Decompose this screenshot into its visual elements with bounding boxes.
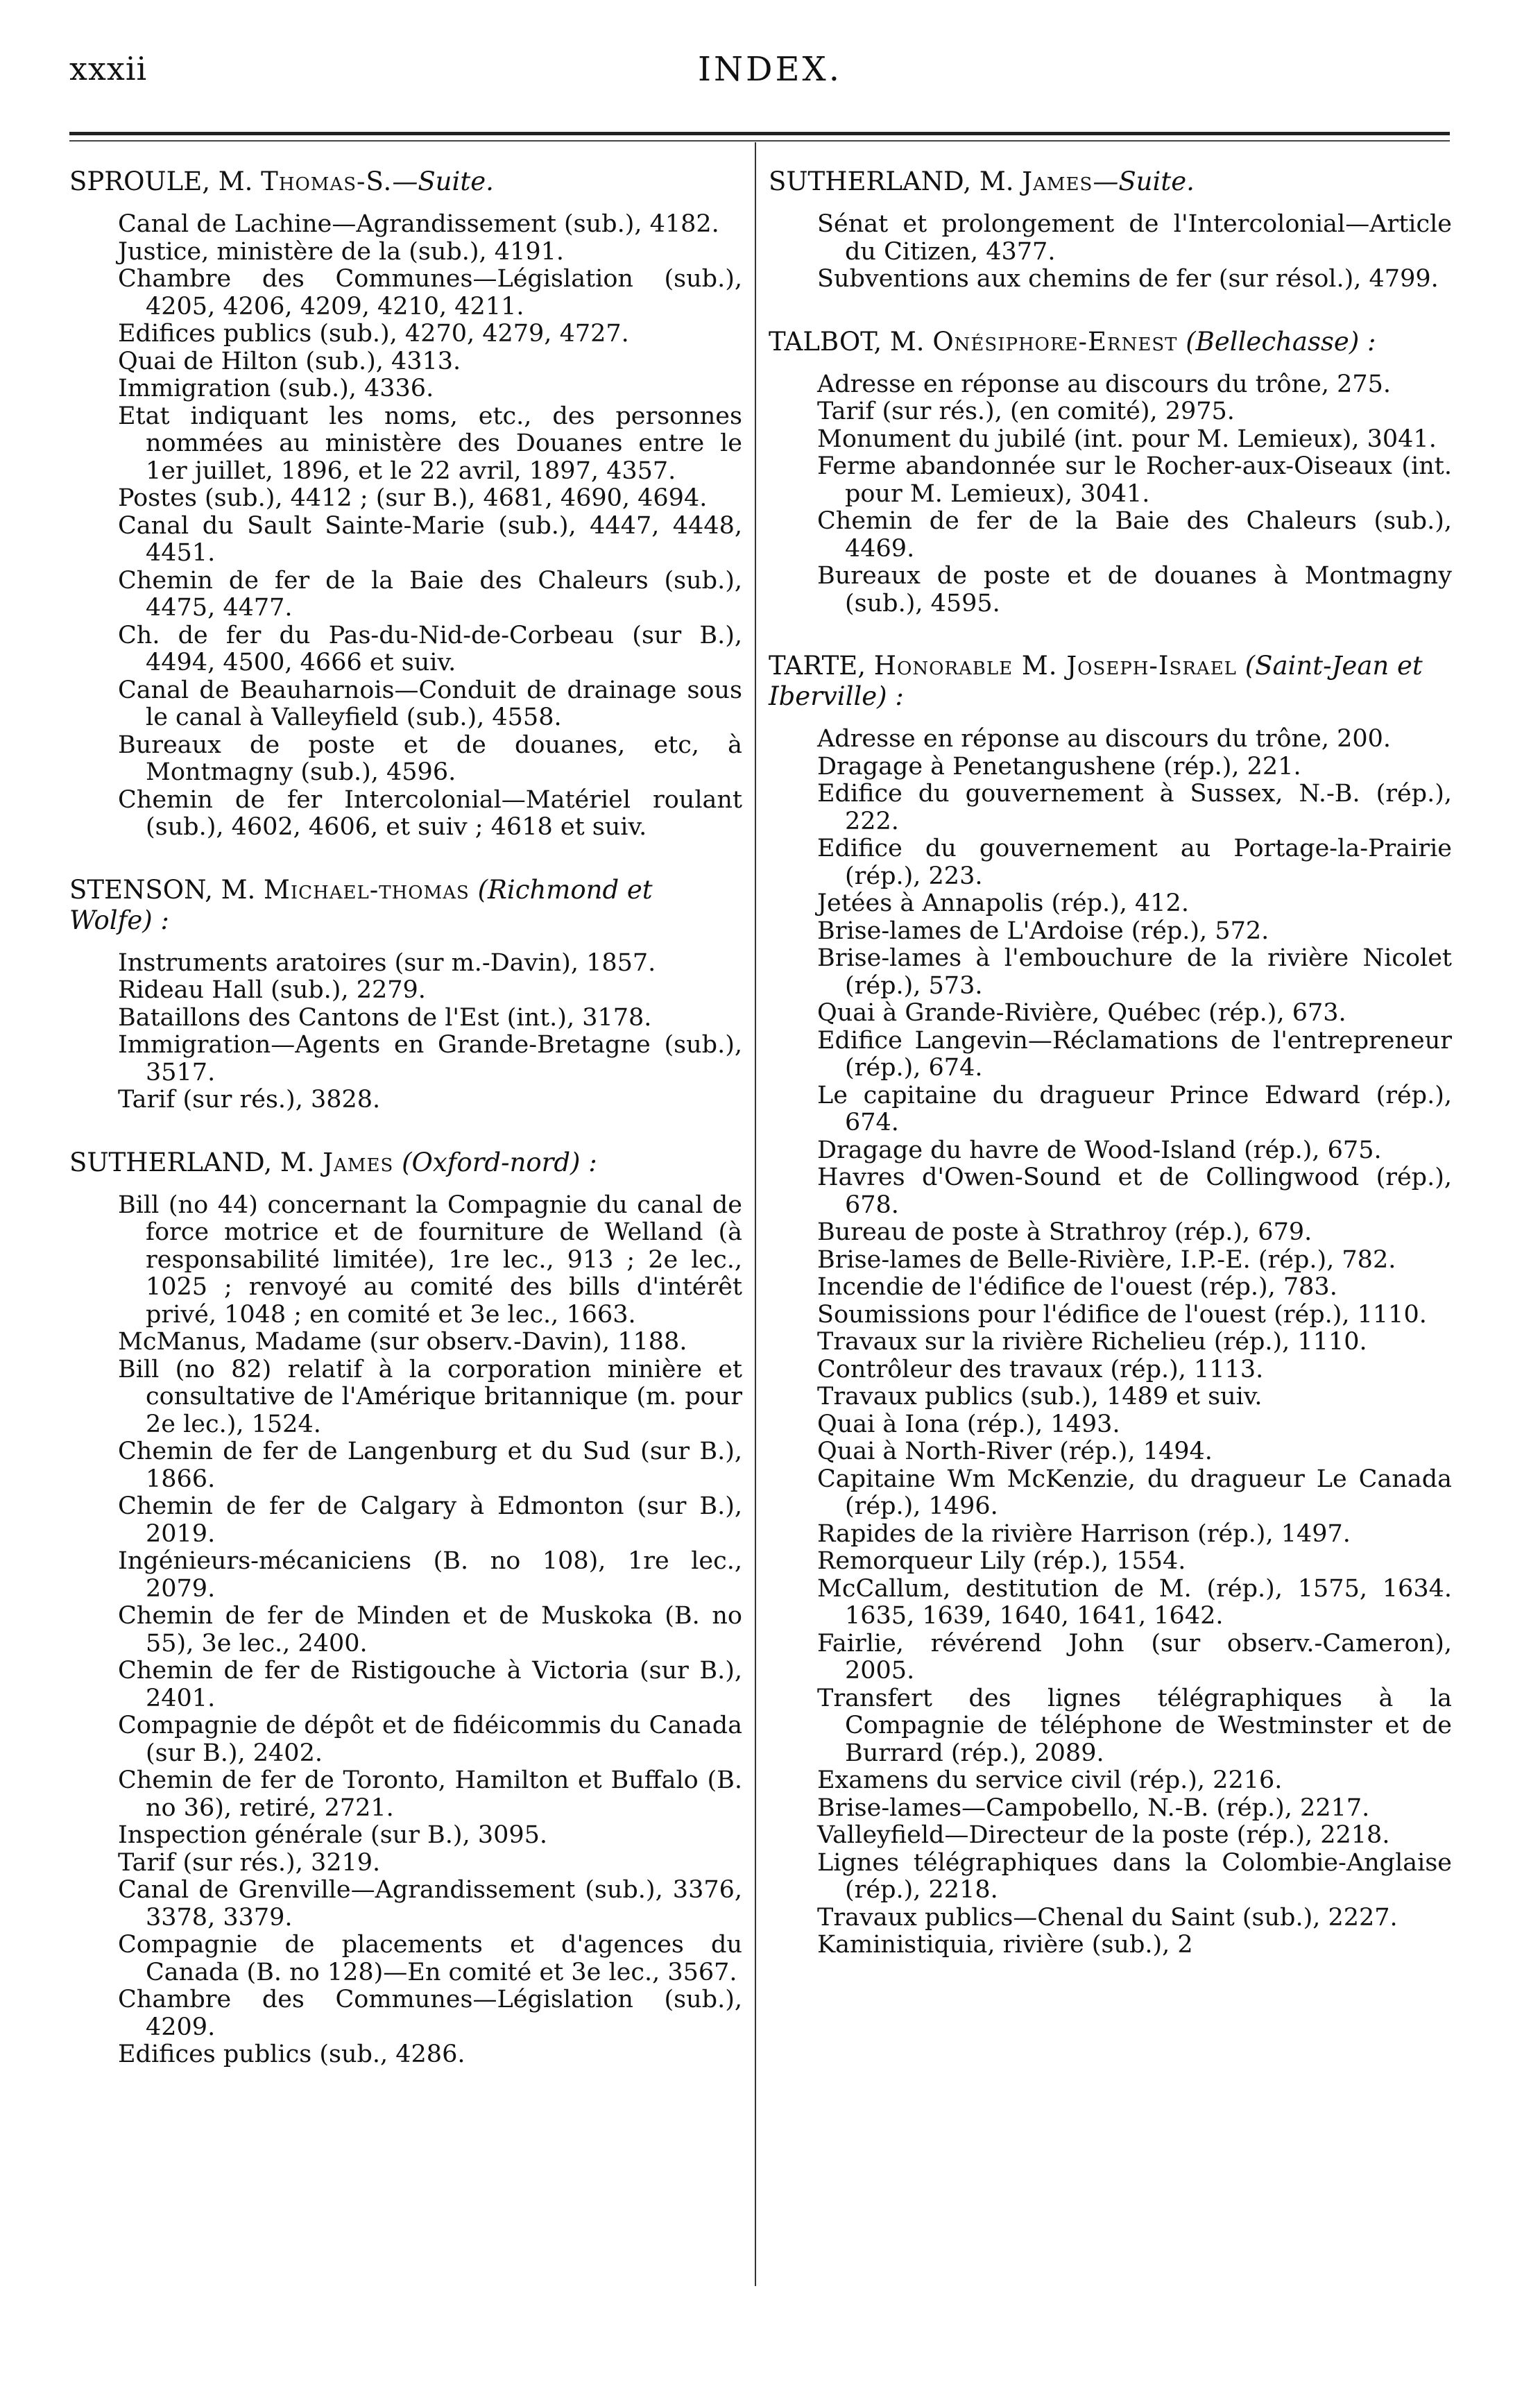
index-entry: Chemin de fer de la Baie des Chaleurs (sub.), 4475, 4477. [118, 566, 742, 622]
index-entry: Soumissions pour l'édifice de l'ouest (rép.), 1110. [817, 1300, 1427, 1329]
heading-first-names: Thomas-S. [261, 167, 393, 196]
index-section [769, 327, 1452, 618]
entry-list [69, 1192, 742, 2069]
column-divider [755, 142, 756, 2286]
index-entry: Chambre des Communes—Législation (sub.), 4205, 4206, 4209, 4210, 4211. [118, 265, 742, 321]
index-entry: Sénat et prolongement de l'Intercolonial—Article du Citizen, 4377. [817, 210, 1452, 266]
index-entry: Canal de Beauharnois—Conduit de drainage sous le canal à Valleyfield (sub.), 4558. [118, 676, 742, 731]
index-entry: Remorqueur Lily (rép.), 1554. [817, 1547, 1186, 1575]
index-entry: Brise-lames de L'Ardoise (rép.), 572. [817, 917, 1269, 945]
entry-list [769, 371, 1452, 618]
right-column [769, 167, 1452, 1993]
index-entry: Kaministiquia, rivière (sub.), 2 [817, 1931, 1193, 1959]
index-entry: McManus, Madame (sur observ.-Davin), 1188. [118, 1328, 687, 1356]
index-entry: Contrôleur des travaux (rép.), 1113. [817, 1355, 1264, 1383]
entry-list [769, 211, 1452, 293]
index-entry: Compagnie de placements et d'agences du Canada (B. no 128)—En comité et 3e lec., 3567. [118, 1931, 742, 1986]
index-section [69, 875, 742, 1114]
index-entry: Edifice Langevin—Réclamations de l'entrepreneur (rép.), 674. [817, 1026, 1452, 1082]
heading-suffix: —Suite. [392, 167, 494, 196]
index-entry: Quai à Grande-Rivière, Québec (rép.), 673. [817, 999, 1346, 1027]
index-entry: Ingénieurs-mécaniciens (B. no 108), 1re lec., 2079. [118, 1547, 742, 1603]
entry-list [69, 211, 742, 842]
index-entry: Ferme abandonnée sur le Rocher-aux-Oiseaux (int. pour M. Lemieux), 3041. [817, 452, 1452, 508]
index-entry: Chemin de fer de Toronto, Hamilton et Buffalo (B. no 36), retiré, 2721. [118, 1766, 742, 1822]
page-title: INDEX. [698, 50, 842, 89]
index-entry: Dragage du havre de Wood-Island (rép.), 675. [817, 1136, 1382, 1164]
heading-first-names: Onésiphore-Ernest [932, 326, 1178, 357]
index-entry: Adresse en réponse au discours du trône, 200. [817, 725, 1392, 753]
index-heading [769, 651, 1452, 712]
index-entry: Postes (sub.), 4412 ; (sur B.), 4681, 4690, 4694. [118, 484, 708, 512]
index-entry: Bureaux de poste et de douanes à Montmagny (sub.), 4595. [817, 562, 1452, 617]
index-entry: Valleyfield—Directeur de la poste (rép.), 2218. [817, 1821, 1390, 1849]
index-heading [769, 327, 1452, 357]
index-entry: Havres d'Owen-Sound et de Collingwood (rép.), 678. [817, 1164, 1452, 1219]
index-entry: Canal de Grenville—Agrandissement (sub.), 3376, 3378, 3379. [118, 1876, 742, 1932]
index-entry: Bureaux de poste et de douanes, etc, à Montmagny (sub.), 4596. [118, 731, 742, 786]
index-section [769, 167, 1452, 293]
index-entry: Quai à North-River (rép.), 1494. [817, 1438, 1213, 1465]
index-entry: Monument du jubilé (int. pour M. Lemieux), 3041. [817, 425, 1437, 453]
heading-first-names: James [323, 1147, 394, 1177]
index-entry: Tarif (sur rés.), (en comité), 2975. [817, 398, 1235, 425]
heading-name: TALBOT, M. [769, 326, 933, 357]
index-section [769, 651, 1452, 1959]
heading-name: TARTE, [769, 651, 874, 681]
heading-suffix: (Bellechasse) : [1177, 326, 1376, 357]
heading-suffix: (Saint-Jean et Iberville) : [769, 651, 1423, 711]
entry-list [769, 726, 1452, 1959]
index-entry: Subventions aux chemins de fer (sur résol.), 4799. [817, 265, 1439, 293]
heading-suffix: (Richmond et Wolfe) : [69, 874, 653, 935]
heading-name: STENSON, M. [69, 874, 264, 905]
index-entry: Instruments aratoires (sur m.-Davin), 1857. [118, 948, 656, 977]
index-entry: Examens du service civil (rép.), 2216. [817, 1766, 1283, 1794]
page-header [0, 0, 1540, 139]
index-section [69, 1148, 742, 2069]
index-entry: Ch. de fer du Pas-du-Nid-de-Corbeau (sur B.), 4494, 4500, 4666 et suiv. [118, 621, 742, 676]
page-number: xxxii [69, 50, 148, 87]
heading-suffix: —Suite. [1093, 167, 1195, 196]
index-entry: Brise-lames à l'embouchure de la rivière Nicolet (rép.), 573. [817, 944, 1452, 1000]
index-entry: Bill (no 82) relatif à la corporation minière et consultative de l'Amérique britannique (m. pour 2e lec.), 1524. [118, 1355, 742, 1438]
header-rule-thick [69, 132, 1450, 135]
heading-first-names: Michael-thomas [264, 874, 470, 905]
index-entry: Chemin de fer de la Baie des Chaleurs (sub.), 4469. [817, 507, 1452, 563]
index-entry: Immigration (sub.), 4336. [118, 375, 434, 402]
index-entry: Bill (no 44) concernant la Compagnie du canal de force motrice et de fourniture de Welland (à responsabilité limitée), 1re lec., 913 ; 2e lec., 1025 ; renvoyé au comité des bills d'intérêt privé, 1048 ; en comité et 3e lec., 1663. [118, 1191, 742, 1329]
index-entry: Quai de Hilton (sub.), 4313. [118, 347, 461, 375]
left-column [69, 167, 742, 2102]
heading-first-names: Honorable M. Joseph-Israel [873, 651, 1237, 681]
index-entry: Chemin de fer Intercolonial—Matériel roulant (sub.), 4602, 4606, et suiv ; 4618 et suiv. [118, 785, 742, 841]
index-entry: Bureau de poste à Strathroy (rép.), 679. [817, 1218, 1312, 1246]
index-entry: Brise-lames—Campobello, N.-B. (rép.), 2217. [817, 1793, 1370, 1822]
index-entry: Tarif (sur rés.), 3828. [118, 1086, 381, 1114]
index-heading [69, 167, 742, 197]
index-entry: Dragage à Penetangushene (rép.), 221. [817, 752, 1301, 781]
index-entry: Adresse en réponse au discours du trône, 275. [817, 370, 1392, 398]
index-entry: Chemin de fer de Minden et de Muskoka (B. no 55), 3e lec., 2400. [118, 1602, 742, 1658]
index-entry: Edifices publics (sub.), 4270, 4279, 4727. [118, 320, 629, 348]
index-entry: Travaux publics—Chenal du Saint (sub.), 2227. [817, 1903, 1398, 1932]
index-entry: Canal du Sault Sainte-Marie (sub.), 4447, 4448, 4451. [118, 511, 742, 567]
index-entry: Bataillons des Cantons de l'Est (int.), 3178. [118, 1003, 652, 1032]
index-entry: Chemin de fer de Langenburg et du Sud (sur B.), 1866. [118, 1438, 742, 1493]
index-entry: Fairlie, révérend John (sur observ.-Cameron), 2005. [817, 1629, 1452, 1685]
index-entry: Transfert des lignes télégraphiques à la Compagnie de téléphone de Westminster et de Burrard (rép.), 2089. [817, 1684, 1452, 1767]
index-entry: Capitaine Wm McKenzie, du dragueur Le Canada (rép.), 1496. [817, 1465, 1452, 1520]
index-entry: Edifice du gouvernement à Sussex, N.-B. (rép.), 222. [817, 780, 1452, 835]
index-entry: Lignes télégraphiques dans la Colombie-Anglaise (rép.), 2218. [817, 1848, 1452, 1904]
index-entry: Travaux publics (sub.), 1489 et suiv. [817, 1383, 1263, 1411]
index-heading [69, 1148, 742, 1178]
index-entry: Chambre des Communes—Législation (sub.), 4209. [118, 1986, 742, 2041]
heading-suffix: (Oxford-nord) : [393, 1147, 597, 1177]
index-entry: Quai à Iona (rép.), 1493. [817, 1410, 1120, 1438]
index-entry: Justice, ministère de la (sub.), 4191. [118, 237, 565, 266]
index-entry: Tarif (sur rés.), 3219. [118, 1848, 381, 1877]
heading-name: SUTHERLAND, M. [769, 167, 1023, 196]
header-rule-thin [69, 140, 1450, 142]
index-entry: Le capitaine du dragueur Prince Edward (rép.), 674. [817, 1081, 1452, 1136]
index-entry: Chemin de fer de Ristigouche à Victoria (sur B.), 2401. [118, 1657, 742, 1712]
index-entry: Compagnie de dépôt et de fidéicommis du Canada (sur B.), 2402. [118, 1712, 742, 1767]
index-entry: Rapides de la rivière Harrison (rép.), 1497. [817, 1519, 1351, 1548]
index-heading [69, 875, 742, 936]
index-entry: Incendie de l'édifice de l'ouest (rép.), 783. [817, 1273, 1337, 1301]
entry-list [69, 950, 742, 1114]
index-entry: Immigration—Agents en Grande-Bretagne (sub.), 3517. [118, 1031, 742, 1087]
heading-name: SUTHERLAND, M. [69, 1147, 323, 1177]
index-heading [769, 167, 1452, 197]
index-entry: Canal de Lachine—Agrandissement (sub.), 4182. [118, 210, 719, 238]
index-entry: Edifices publics (sub., 4286. [118, 2040, 465, 2068]
index-entry: Edifice du gouvernement au Portage-la-Prairie (rép.), 223. [817, 835, 1452, 890]
index-entry: Inspection générale (sur B.), 3095. [118, 1821, 548, 1849]
index-entry: McCallum, destitution de M. (rép.), 1575, 1634. 1635, 1639, 1640, 1641, 1642. [817, 1574, 1452, 1630]
heading-first-names: James [1022, 167, 1093, 196]
index-entry: Brise-lames de Belle-Rivière, I.P.-E. (rép.), 782. [817, 1245, 1396, 1274]
index-entry: Jetées à Annapolis (rép.), 412. [817, 889, 1189, 917]
heading-name: SPROULE, M. [69, 167, 262, 196]
index-entry: Travaux sur la rivière Richelieu (rép.), 1110. [817, 1328, 1367, 1356]
index-section [69, 167, 742, 842]
index-entry: Chemin de fer de Calgary à Edmonton (sur B.), 2019. [118, 1492, 742, 1548]
index-entry: Etat indiquant les noms, etc., des personnes nommées au ministère des Douanes entre le 1er juillet, 1896, et le 22 avril, 1897, 4357. [118, 402, 742, 485]
index-entry: Rideau Hall (sub.), 2279. [118, 976, 426, 1004]
